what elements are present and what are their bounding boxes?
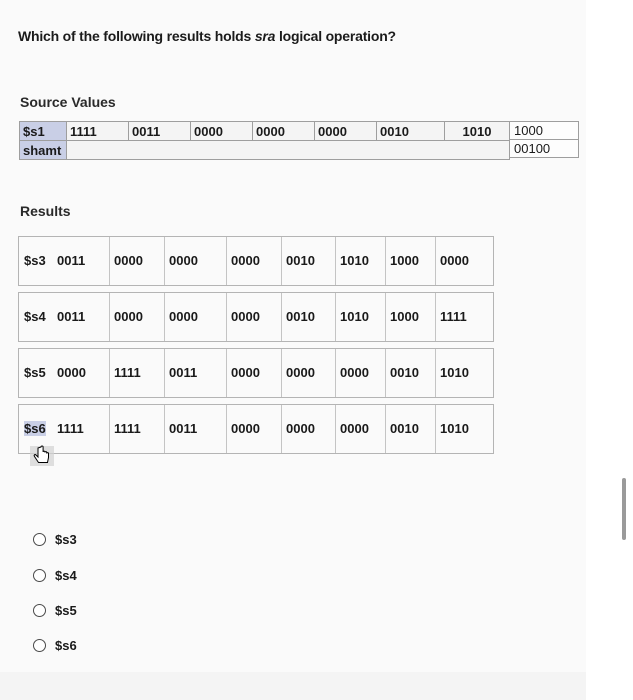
result-value: 0010 [390, 421, 419, 436]
radio-button-icon[interactable] [33, 569, 46, 582]
source-value: 1010 [445, 122, 510, 141]
shamt-row [20, 141, 510, 160]
result-value: 0000 [114, 253, 143, 268]
option-s3[interactable] [33, 532, 77, 547]
result-value: 0000 [286, 421, 315, 436]
option-label: $s4 [55, 568, 77, 583]
option-s4[interactable] [33, 568, 77, 583]
source-register: $s1 [20, 122, 67, 141]
result-row-s5 [18, 348, 494, 398]
source-value: 1111 [67, 122, 129, 141]
source-value: 0000 [191, 122, 253, 141]
question-text: Which of the following results holds sra logical operation? [18, 28, 396, 44]
result-value: 0010 [286, 253, 315, 268]
option-label: $s6 [55, 638, 77, 653]
scrollbar-thumb[interactable] [622, 478, 626, 540]
result-value: 0000 [231, 309, 260, 324]
right-pane [586, 0, 633, 700]
result-value: 0011 [169, 421, 198, 436]
result-row-s4 [18, 292, 494, 342]
results-label: Results [20, 203, 71, 219]
source-row [20, 122, 510, 141]
result-name: $s4 [24, 309, 46, 324]
option-label: $s3 [55, 532, 77, 547]
result-value: 1000 [390, 309, 419, 324]
result-value: 0000 [340, 421, 369, 436]
result-value: 0000 [231, 365, 260, 380]
result-value: 1010 [440, 365, 469, 380]
radio-button-icon[interactable] [33, 639, 46, 652]
hand-pointer-icon [29, 445, 55, 467]
result-value: 1010 [440, 421, 469, 436]
source-value: 0011 [129, 122, 191, 141]
result-value: 0011 [57, 309, 86, 324]
source-value: 0000 [253, 122, 315, 141]
result-value: 1010 [340, 309, 369, 324]
result-value: 0000 [169, 253, 198, 268]
result-name: $s6 [24, 421, 46, 436]
source-values-label: Source Values [20, 94, 116, 110]
result-value: 0011 [57, 253, 86, 268]
question-keyword: sra [254, 28, 276, 44]
result-value: 0000 [231, 253, 260, 268]
result-value: 1111 [440, 309, 467, 324]
result-value: 0000 [440, 253, 469, 268]
result-value: 0000 [231, 421, 260, 436]
shamt-empty [67, 141, 510, 160]
result-value: 0000 [114, 309, 143, 324]
result-value: 0010 [390, 365, 419, 380]
option-label: $s5 [55, 603, 77, 618]
shamt-label: shamt [20, 141, 67, 160]
source-value: 0000 [315, 122, 377, 141]
source-table [19, 121, 510, 160]
source-extra-value: 1000 [514, 123, 543, 138]
source-extra-box [509, 121, 579, 158]
result-value: 0010 [286, 309, 315, 324]
source-value: 0010 [377, 122, 445, 141]
option-s6[interactable] [33, 638, 77, 653]
result-value: 1111 [57, 421, 84, 436]
option-s5[interactable] [33, 603, 77, 618]
result-value: 0000 [340, 365, 369, 380]
result-row-s3 [18, 236, 494, 286]
result-value: 1111 [114, 365, 141, 380]
result-value: 0000 [57, 365, 86, 380]
result-name: $s3 [24, 253, 46, 268]
radio-button-icon[interactable] [33, 533, 46, 546]
result-name: $s5 [24, 365, 46, 380]
result-value: 1010 [340, 253, 369, 268]
result-value: 1000 [390, 253, 419, 268]
result-row-s6 [18, 404, 494, 454]
result-value: 0000 [169, 309, 198, 324]
radio-button-icon[interactable] [33, 604, 46, 617]
result-value: 1111 [114, 421, 141, 436]
shamt-value: 00100 [510, 139, 578, 157]
result-value: 0011 [169, 365, 198, 380]
result-value: 0000 [286, 365, 315, 380]
